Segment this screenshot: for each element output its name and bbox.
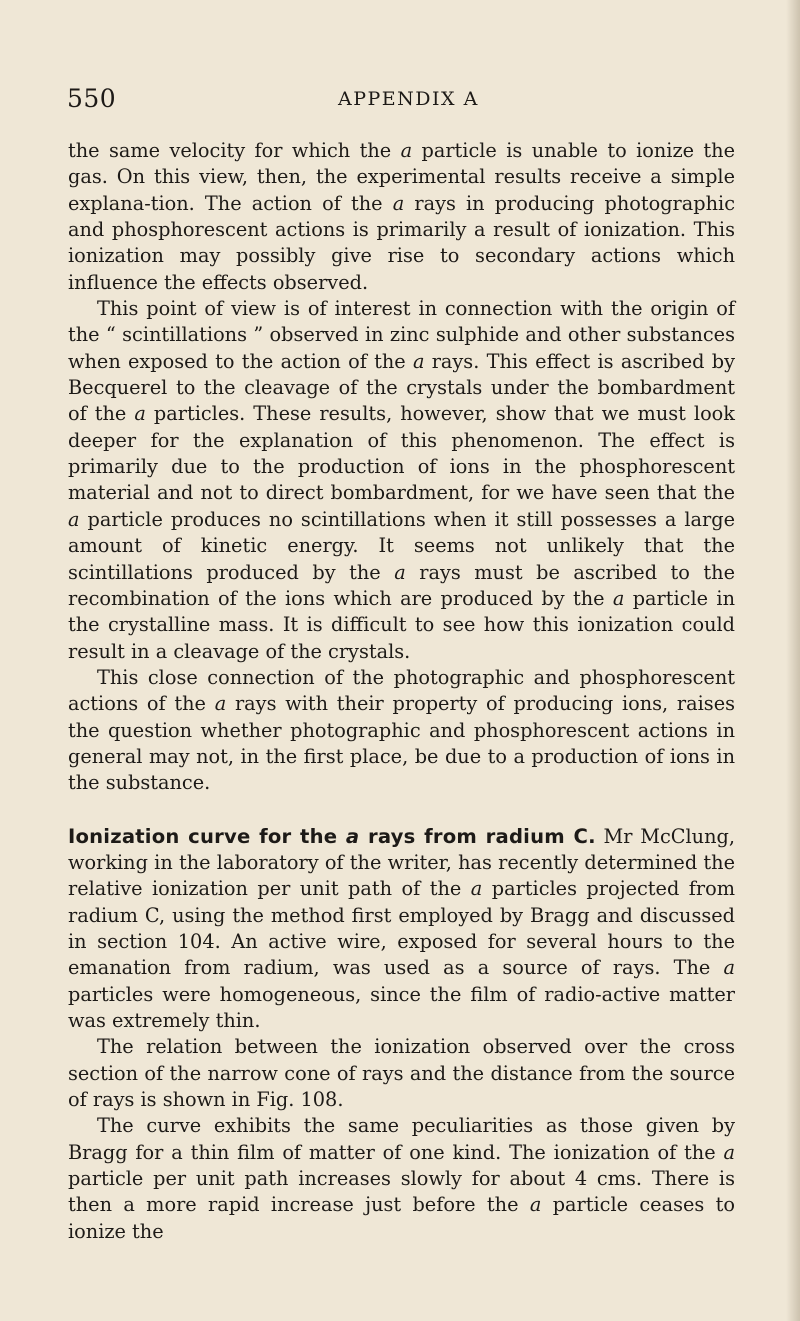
alpha-symbol: a [214,692,227,716]
text-run: Mr McClung, working in the laboratory of the writer, has recently determined the relative ionization per unit path of the [68,824,735,901]
alpha-symbol: a [134,402,146,426]
text-run: particle produces no scintillations when it still possesses a large amount of kinetic energy. It seems not unlikely that the scintillations produced by the [68,507,735,584]
alpha-symbol: a [470,877,483,901]
text-run: particle is unable to ionize the gas. On this view, then, the experimental results receive a simple explana‑tion. The action of the [68,139,736,215]
text-run: This point of view is of interest in connection with the origin of the “ scintillations ” observed in zinc sulphide and other substances when exposed to the action of the [68,297,735,373]
running-head: APPENDIX A [338,88,479,110]
alpha-symbol: a [529,1193,542,1217]
alpha-symbol: a [394,560,406,584]
text-run: particles. These results, however, show that we must look deeper for the explanation of this phenomenon. The effect is primarily due to the production of ions in the phosphorescent material and not to direct bombardment, for we have seen that the [68,402,735,505]
alpha-symbol: a [412,349,425,373]
paragraph-5 [68,1034,735,1113]
text-run: rays. This effect is ascribed by Becquerel to the cleavage of the crystals under the bombardment of the [68,349,735,426]
paragraph-6 [68,1113,735,1245]
alpha-symbol: a [400,139,413,162]
alpha-symbol: a [392,191,405,215]
text-run: rays with their property of producing ions, raises the question whether photographic and phosphorescent actions in general may not, in the first place, be due to a production of ions in the substance. [68,692,735,795]
text-run: particles projected from radium C, using the method first employed by Bragg and discussed in section 104. An active wire, exposed for several hours to the emanation from radium, was used as a source of rays. The [68,877,735,980]
text-run: the same velocity for which the [68,139,401,162]
text-run: rays must be ascribed to the recombination of the ions which are produced by the [68,560,735,610]
alpha-symbol: a [345,824,360,848]
alpha-symbol: a [723,956,735,980]
alpha-symbol: a [68,507,80,531]
text-run: The relation between the ionization observed over the cross section of the narrow cone of rays and the distance from the source of rays is shown in Fig. 108. [68,1035,735,1112]
section-heading [68,825,596,848]
page-edge-shadow [786,0,800,1321]
paragraph-3 [68,665,735,797]
text-run: particles were homogeneous, since the film of radio-active matter was extremely thin. [68,982,735,1032]
alpha-symbol: a [612,586,625,610]
text-run: particle ceases to ionize the [68,1193,735,1243]
body-text [68,138,735,1245]
paragraph-4 [68,824,735,1035]
alpha-symbol: a [723,1140,735,1164]
page-header [67,84,735,114]
heading-text: Ionization curve for the [68,824,346,848]
text-run: rays in producing photographic and phosphorescent actions is primarily a result of ionization. This ionization may possibly give rise to secondary actions which influence the effects observed. [68,191,736,294]
page-number: 550 [67,84,117,113]
paragraph-2 [68,296,735,665]
heading-text: rays from radium C. [359,824,596,848]
text-run: This close connection of the photographic and phosphorescent actions of the [68,665,735,716]
text-run: particle per unit path increases slowly for about 4 cms. There is then a more rapid increase just before the [68,1167,735,1217]
paragraph-1 [68,138,735,296]
text-run: The curve exhibits the same peculiarities as those given by Bragg for a thin film of matter of one kind. The ionization of the [68,1114,735,1164]
text-run: particle in the crystalline mass. It is difficult to see how this ionization could result in a cleavage of the crystals. [68,586,735,663]
